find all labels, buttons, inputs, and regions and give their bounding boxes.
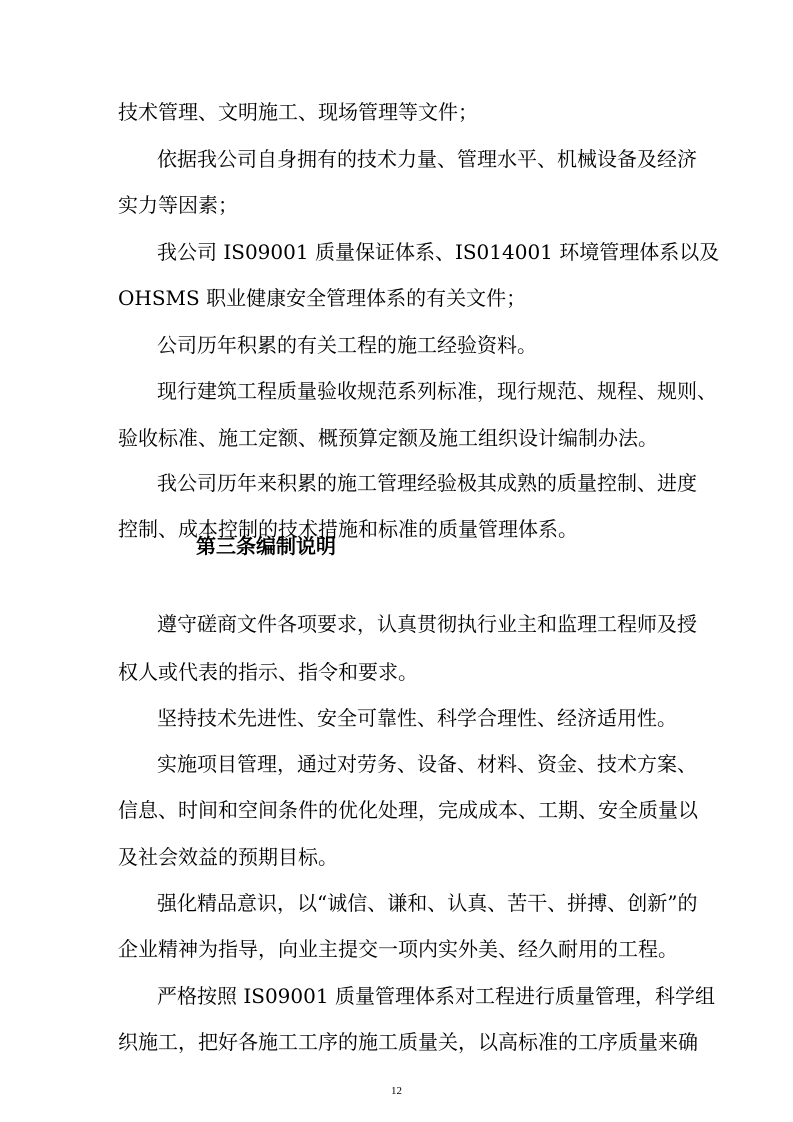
section-heading: 第三条编制说明: [196, 534, 336, 558]
text-line: 技术管理、文明施工、现场管理等文件；: [118, 100, 478, 124]
text-line: 严格按照 IS09001 质量管理体系对工程进行质量管理，科学组: [157, 984, 715, 1008]
text-line: 织施工，把好各施工工序的施工质量关，以高标准的工序质量来确: [118, 1030, 698, 1054]
text-line: 我公司历年来积累的施工管理经验极其成熟的质量控制、进度: [157, 471, 697, 495]
text-line: 依据我公司自身拥有的技术力量、管理水平、机械设备及经济: [157, 147, 697, 171]
text-line: 权人或代表的指示、指令和要求。: [118, 660, 418, 684]
text-line: 公司历年积累的有关工程的施工经验资料。: [157, 333, 537, 357]
text-line: 企业精神为指导，向业主提交一项内实外美、经久耐用的工程。: [118, 937, 678, 961]
text-line: 验收标准、施工定额、概预算定额及施工组织设计编制办法。: [118, 426, 658, 450]
text-line: OHSMS 职业健康安全管理体系的有关文件；: [118, 286, 527, 310]
text-line: 强化精品意识，以“诚信、谦和、认真、苦干、拼搏、创新”的: [157, 891, 698, 915]
text-line: 及社会效益的预期目标。: [118, 845, 338, 869]
text-line: 坚持技术先进性、安全可靠性、科学合理性、经济适用性。: [157, 706, 677, 730]
text-line: 控制、成本控制的技术措施和标准的质量管理体系。: [118, 517, 578, 541]
text-line: 我公司 IS09001 质量保证体系、IS014001 环境管理体系以及: [157, 240, 720, 264]
text-line: 实力等因素；: [118, 193, 238, 217]
text-line: 实施项目管理，通过对劳务、设备、材料、资金、技术方案、: [157, 752, 697, 776]
text-line: 遵守磋商文件各项要求，认真贯彻执行业主和监理工程师及授: [157, 612, 697, 636]
text-line: 信息、时间和空间条件的优化处理，完成成本、工期、安全质量以: [118, 798, 698, 822]
page-number: 12: [391, 1085, 402, 1097]
text-line: 现行建筑工程质量验收规范系列标准，现行规范、规程、规则、: [157, 379, 717, 403]
